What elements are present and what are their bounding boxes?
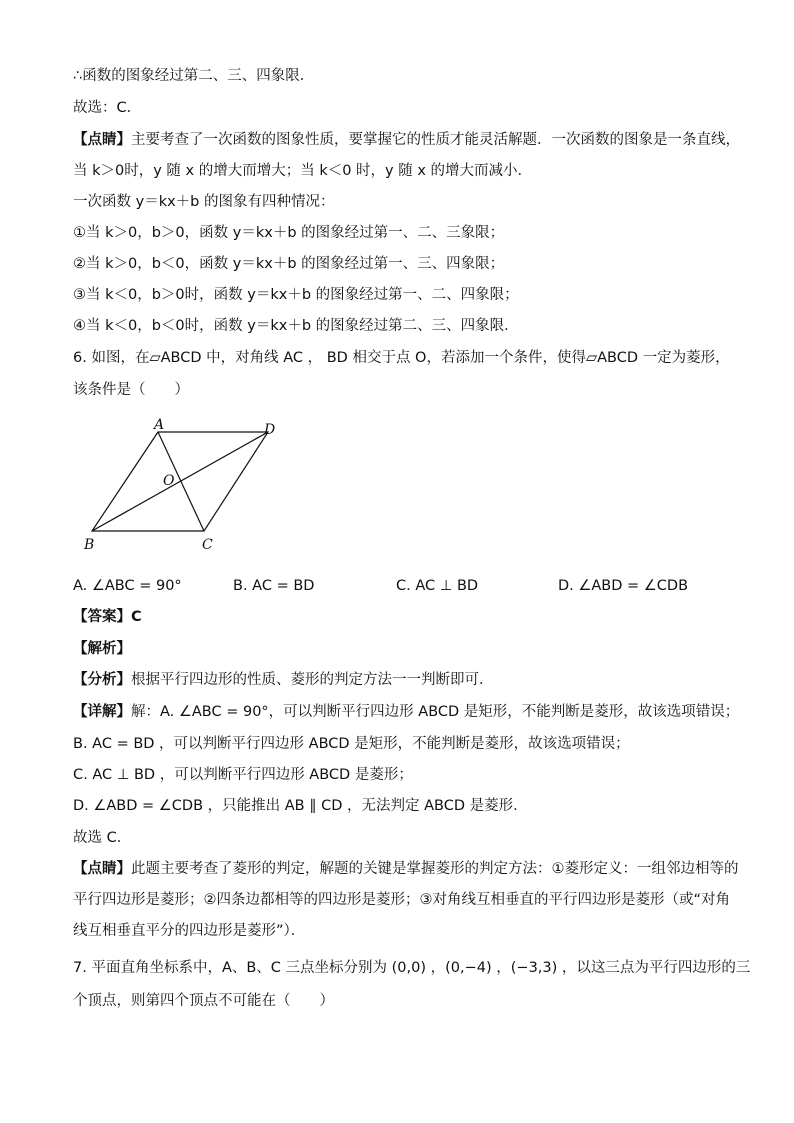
text-line: ③当 k＜0，b＞0时，函数 y＝kx＋b 的图象经过第一、二、四象限； xyxy=(73,287,519,303)
dianjing-tag: 【点睛】 xyxy=(73,861,131,877)
text-line: 当 k＞0时，y 随 x 的增大而增大；当 k＜0 时，y 随 x 的增大而减小． xyxy=(73,163,533,179)
detail-line: C. AC ⊥ BD ，可以判断平行四边形 ABCD 是菱形； xyxy=(73,767,413,783)
option-a: A. ∠ABC = 90° xyxy=(73,578,182,594)
label-b: B xyxy=(84,537,95,553)
xiangjie-tag: 【详解】 xyxy=(73,704,131,720)
label-a: A xyxy=(154,418,165,433)
note-line: 平行四边形是菱形；②四条边都相等的四边形是菱形；③对角线互相垂直的平行四边形是菱形（或“对角 xyxy=(73,892,731,908)
fenxi-text: 根据平行四边形的性质、菱形的判定方法一一判断即可． xyxy=(131,672,494,688)
question-6-stem: 该条件是（ ） xyxy=(73,382,189,398)
detail-line xyxy=(73,702,739,722)
note-line: 线互相垂直平分的四边形是菱形”）． xyxy=(73,923,306,939)
text-line: ④当 k＜0，b＜0时，函数 y＝kx＋b 的图象经过第二、三、四象限． xyxy=(73,318,519,334)
text-line: 故选：C． xyxy=(73,100,142,116)
note-text: 主要考查了一次函数的图象性质，要掌握它的性质才能灵活解题．一次函数的图象是一条直线， xyxy=(131,132,740,148)
option-d: D. ∠ABD = ∠CDB xyxy=(558,578,689,594)
text-line xyxy=(73,130,740,150)
analysis-label: 【解析】 xyxy=(73,641,131,657)
label-o: O xyxy=(163,473,175,489)
fenxi-tag: 【分析】 xyxy=(73,672,131,688)
label-d: D xyxy=(264,422,276,438)
question-6-stem: 6. 如图，在▱ABCD 中，对角线 AC ， BD 相交于点 O，若添加一个条件，使得▱ABCD 一定为菱形， xyxy=(73,350,730,366)
xiangjie-text: 解：A. ∠ABC = 90°，可以判断平行四边形 ABCD 是矩形，不能判断是菱形，故该选项错误； xyxy=(131,704,740,720)
answer: 【答案】C xyxy=(73,609,142,625)
detail-line: D. ∠ABD = ∠CDB ，只能推出 AB ∥ CD ，无法判定 ABCD 是菱形． xyxy=(73,798,528,814)
option-b: B. AC = BD xyxy=(233,578,315,594)
text-line: ②当 k＞0，b＜0，函数 y＝kx＋b 的图象经过第一、三、四象限； xyxy=(73,256,505,272)
text-line: 一次函数 y＝kx＋b 的图象有四种情况： xyxy=(73,194,335,210)
note-tag: 【点睛】 xyxy=(73,132,131,148)
question-7-stem: 个顶点，则第四个顶点不可能在（ ） xyxy=(73,993,334,1009)
analysis-line xyxy=(73,670,494,690)
choose-line: 故选 C． xyxy=(73,830,132,846)
label-c: C xyxy=(202,537,213,553)
diagonal-bd xyxy=(92,432,268,531)
option-c: C. AC ⊥ BD xyxy=(396,578,479,594)
detail-line: B. AC = BD ，可以判断平行四边形 ABCD 是矩形，不能判断是菱形，故该选项错误； xyxy=(73,736,630,752)
text-line: ∴函数的图象经过第二、三、四象限． xyxy=(73,68,315,84)
parallelogram-figure xyxy=(80,418,290,558)
dianjing-text: 此题主要考查了菱形的判定，解题的关键是掌握菱形的判定方法：①菱形定义：一组邻边相等的 xyxy=(131,861,739,877)
text-line: ①当 k＞0，b＞0，函数 y＝kx＋b 的图象经过第一、二、三象限； xyxy=(73,225,505,241)
question-7-stem: 7. 平面直角坐标系中，A、B、C 三点坐标分别为 (0,0) ，(0,−4) ，(−3,3) ，以这三点为平行四边形的三 xyxy=(73,960,751,976)
note-line xyxy=(73,859,739,879)
